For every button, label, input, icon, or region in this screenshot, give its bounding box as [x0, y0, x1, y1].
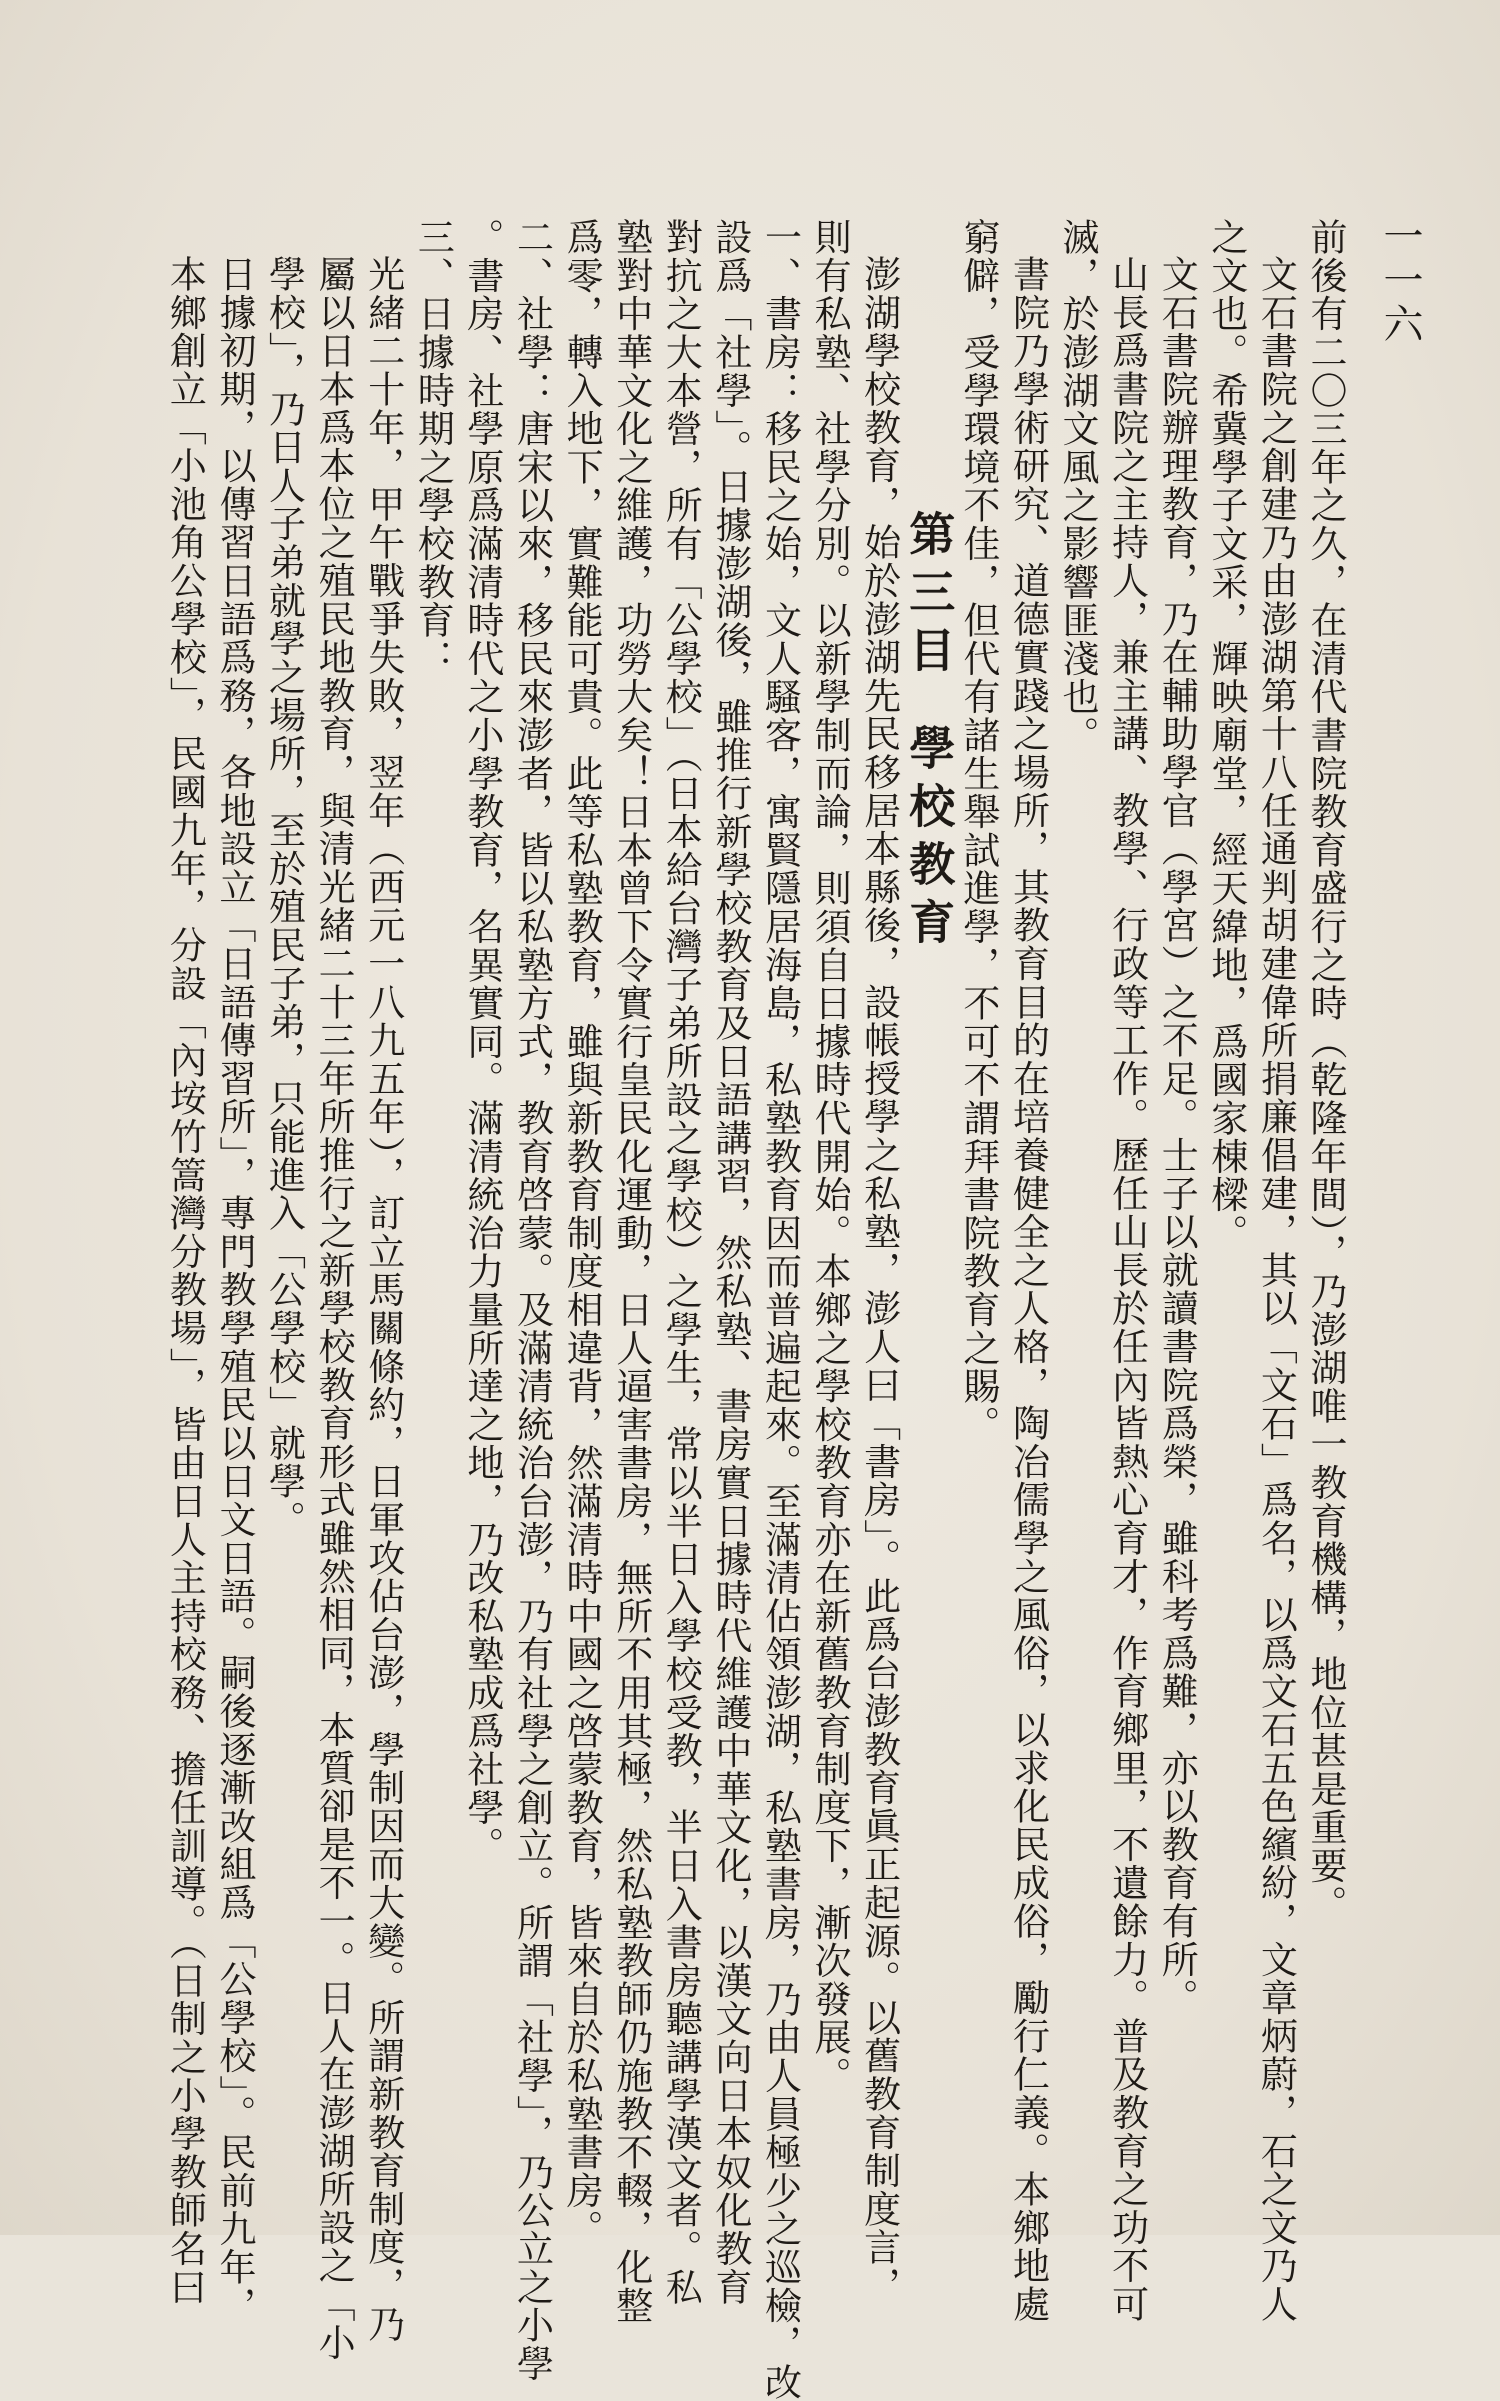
text-column: 山長爲書院之主持人，兼主講、教學、行政等工作。歷任山長於任內皆熱心育才，作育鄉里，不遺餘力。普及教育之功不可	[1105, 255, 1149, 2324]
text-column: 爲零，轉入地下，實難能可貴。此等私塾教育，雖與新教育制度相違背，然滿清時中國之啓蒙教育，皆來自於私塾書房。	[560, 218, 604, 2248]
text-column: 屬以日本爲本位之殖民地教育，與清光緒二十三年所推行之新學校教育形式雖然相同，本質卻是不一。日人在澎湖所設之「小	[312, 255, 356, 2362]
text-column: 塾對中華文化之維護，功勞大矣！日本曾下令實行皇民化運動，日人逼害書房，無所不用其極，然私塾教師仍施教不輟，化整	[609, 218, 653, 2325]
text-column: 窮僻，受學環境不佳，但代有諸生舉試進學，不可不謂拜書院教育之賜。	[956, 218, 1000, 1444]
page-number: 一一六	[1377, 215, 1423, 347]
text-column: 則有私塾、社學分別。以新學制而論，則須自日據時代開始。本鄉之學校教育亦在新舊教育制度下，漸次發展。	[808, 218, 852, 2095]
section-number: 第三目	[902, 510, 957, 684]
text-column: 光緒二十年，甲午戰爭失敗，翌年（西元一八九五年），訂立馬關條約，日軍攻佔台澎，學制因而大變。所謂新教育制度，乃	[361, 255, 405, 2343]
section-heading	[902, 218, 957, 1978]
text-column: 滅，於澎湖文風之影響匪淺也。	[1056, 218, 1100, 755]
text-column: 文石書院之創建乃由澎湖第十八任通判胡建偉所捐廉倡建，其以「文石」爲名，以爲文石五色繽紛，文章炳蔚，石之文乃人	[1254, 255, 1298, 2324]
text-column: 。書房、社學原爲滿清時代之小學教育，名異實同。滿清統治力量所達之地，乃改私塾成爲社學。	[460, 218, 504, 1865]
text-column: 日據初期，以傳習日語爲務，各地設立「日語傳習所」，專門教學殖民以日文日語。嗣後逐漸改組爲「公學校」。民前九年，	[212, 255, 256, 2325]
body-text	[160, 218, 1350, 2401]
text-column: 對抗之大本營，所有「公學校」（日本給台灣子弟所設之學校）之學生，常以半日入學校受教，半日入書房聽講學漢文者。私	[659, 218, 703, 2306]
text-column: 二、社學：唐宋以來，移民來澎者，皆以私塾方式，教育啓蒙。及滿清統治台澎，乃有社學之創立。所謂「社學」，乃公立之小學	[510, 218, 554, 2383]
section-title: 學校教育	[902, 724, 957, 956]
text-column: 本鄉創立「小池角公學校」，民國九年，分設「內垵竹篙灣分教場」，皆由日人主持校務、擔任訓導。（日制之小學教師名曰	[163, 255, 207, 2306]
text-column: 設爲「社學」。日據澎湖後，雖推行新學校教育及日語講習，然私塾、書房實日據時代維護中華文化，以漢文向日本奴化教育	[708, 218, 752, 2306]
text-column: 澎湖學校教育，始於澎湖先民移居本縣後，設帳授學之私塾，澎人曰「書房」。此爲台澎教育眞正起源。以舊教育制度言，	[857, 255, 901, 2305]
text-column: 前後有二〇三年之久，在清代書院教育盛行之時（乾隆年間），乃澎湖唯一教育機構，地位甚是重要。	[1304, 218, 1347, 1923]
text-column: 一、書房：移民之始，文人騷客，寓賢隱居海島，私塾教育因而普遍起來。至滿清佔領澎湖，私塾書房，乃由人員極少之巡檢，改	[758, 218, 802, 2401]
text-column: 書院乃學術研究、道德實踐之場所，其教育目的在培養健全之人格，陶冶儒學之風俗，以求化民成俗，勵行仁義。本鄉地處	[1006, 255, 1050, 2324]
text-column: 三、日據時期之學校教育：	[411, 218, 455, 678]
text-column: 文石書院辦理教育，乃在輔助學官（學宮）之不足。士子以就讀書院爲榮，雖科考爲難，亦以教育有所。	[1155, 255, 1199, 2017]
text-column: 學校」，乃日人子弟就學之場所，至於殖民子弟，只能進入「公學校」就學。	[262, 255, 306, 1539]
text-column: 之文也。希冀學子文采，輝映廟堂，經天緯地，爲國家棟樑。	[1204, 218, 1248, 1253]
